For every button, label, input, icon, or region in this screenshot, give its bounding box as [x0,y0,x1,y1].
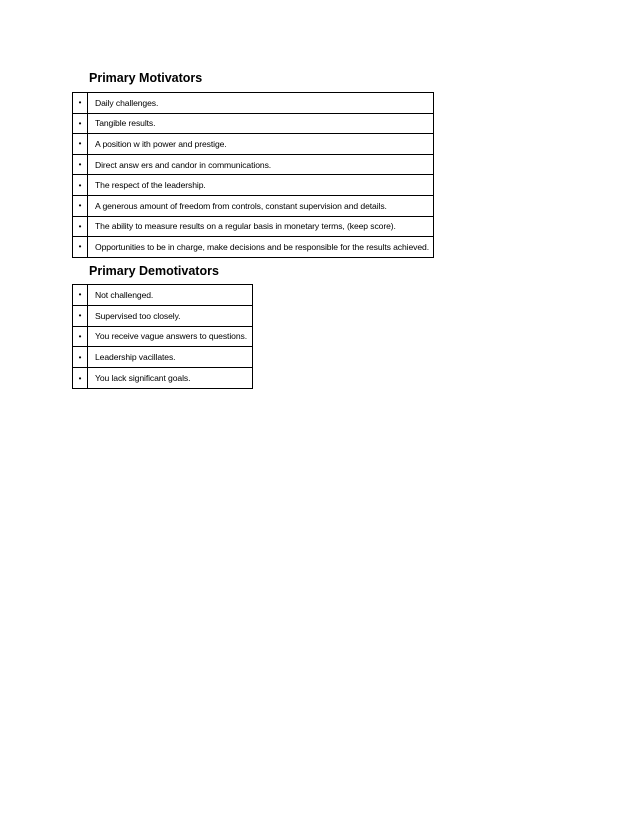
table-row [73,93,434,114]
bullet: • [73,347,88,368]
bullet: • [73,326,88,347]
bullet: • [73,368,88,389]
list-item: Not challenged. [88,285,253,306]
demotivators-heading: Primary Demotivators [89,264,219,278]
table-row [73,195,434,216]
list-item: Daily challenges. [88,93,434,114]
demotivators-table [72,284,253,389]
list-item: You lack significant goals. [88,368,253,389]
list-item: You receive vague answers to questions. [88,326,253,347]
table-row [73,175,434,196]
bullet: • [73,305,88,326]
table-row [73,285,253,306]
bullet: • [73,175,88,196]
bullet: • [73,93,88,114]
table-row [73,216,434,237]
list-item: Supervised too closely. [88,305,253,326]
list-item: A position w ith power and prestige. [88,134,434,155]
list-item: Direct answ ers and candor in communications. [88,154,434,175]
table-row [73,134,434,155]
bullet: • [73,154,88,175]
table-row [73,305,253,326]
table-row [73,154,434,175]
list-item: A generous amount of freedom from controls, constant supervision and details. [88,195,434,216]
motivators-heading: Primary Motivators [89,71,203,85]
bullet: • [73,237,88,258]
bullet: • [73,216,88,237]
bullet: • [73,285,88,306]
bullet: • [73,113,88,134]
bullet: • [73,195,88,216]
table-row [73,237,434,258]
table-row [73,326,253,347]
motivators-table [72,92,434,258]
list-item: Opportunities to be in charge, make decisions and be responsible for the results achieved. [88,237,434,258]
list-item: The respect of the leadership. [88,175,434,196]
table-row [73,113,434,134]
table-row [73,347,253,368]
list-item: Tangible results. [88,113,434,134]
list-item: The ability to measure results on a regular basis in monetary terms, (keep score). [88,216,434,237]
list-item: Leadership vacillates. [88,347,253,368]
table-row [73,368,253,389]
bullet: • [73,134,88,155]
